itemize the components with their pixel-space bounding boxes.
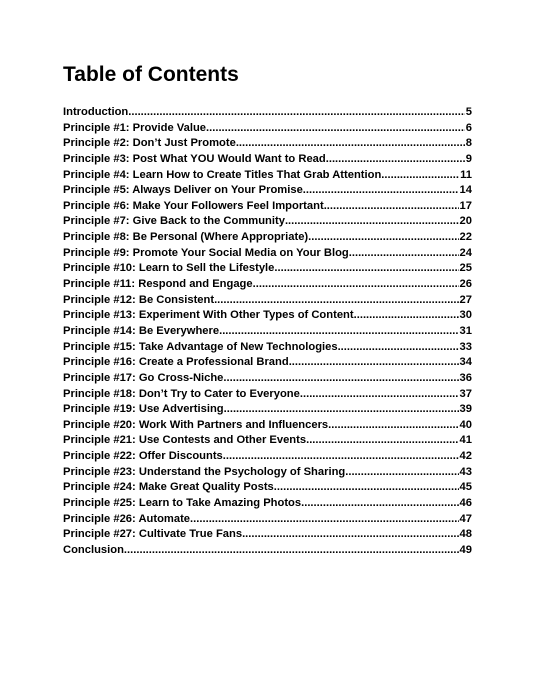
- toc-entry-label: Principle #10: Learn to Sell the Lifestyle: [63, 262, 275, 275]
- toc-entry-label: Principle #4: Learn How to Create Titles That Grab Attention: [63, 168, 382, 181]
- toc-entry-page-number: 11: [460, 168, 472, 181]
- toc-entry-page-number: 22: [459, 231, 472, 244]
- toc-entry[interactable]: [63, 152, 472, 168]
- toc-entry[interactable]: [63, 168, 472, 184]
- toc-entry[interactable]: [63, 277, 472, 293]
- toc-entry-page-number: 40: [459, 418, 472, 431]
- toc-entry[interactable]: [63, 121, 472, 137]
- toc-entry-page-number: 46: [459, 497, 472, 510]
- toc-dot-leader: [223, 371, 458, 387]
- toc-entry-page-number: 8: [465, 137, 472, 150]
- toc-entry[interactable]: [63, 214, 472, 230]
- toc-dot-leader: [224, 402, 459, 418]
- toc-dot-leader: [349, 246, 459, 262]
- toc-entry[interactable]: [63, 449, 472, 465]
- toc-entry-label: Principle #3: Post What YOU Would Want to Read: [63, 152, 326, 165]
- toc-entry-page-number: 9: [465, 152, 472, 165]
- toc-entry[interactable]: [63, 340, 472, 356]
- toc-dot-leader: [338, 340, 459, 356]
- toc-entry-page-number: 24: [459, 246, 472, 259]
- toc-dot-leader: [328, 418, 458, 434]
- toc-entry-label: Principle #27: Cultivate True Fans: [63, 528, 243, 541]
- toc-dot-leader: [274, 480, 459, 496]
- toc-entry-page-number: 42: [459, 450, 472, 463]
- toc-entry-label: Principle #22: Offer Discounts: [63, 450, 223, 463]
- toc-entry-label: Principle #9: Promote Your Social Media on Your Blog: [63, 246, 349, 259]
- toc-entry[interactable]: [63, 246, 472, 262]
- toc-entry[interactable]: [63, 496, 472, 512]
- toc-entry[interactable]: [63, 199, 472, 215]
- toc-entry[interactable]: [63, 465, 472, 481]
- toc-dot-leader: [303, 183, 459, 199]
- toc-entry[interactable]: [63, 136, 472, 152]
- toc-dot-leader: [326, 152, 465, 168]
- toc-entry-page-number: 6: [465, 121, 472, 134]
- toc-entry-page-number: 25: [459, 262, 472, 275]
- toc-entry-label: Principle #5: Always Deliver on Your Promise: [63, 184, 303, 197]
- toc-dot-leader: [214, 293, 458, 309]
- toc-entry-page-number: 5: [465, 106, 472, 118]
- toc-entry-page-number: 48: [459, 528, 472, 541]
- toc-entry-label: Principle #24: Make Great Quality Posts: [63, 481, 274, 494]
- toc-entry-label: Principle #25: Learn to Take Amazing Photos: [63, 497, 302, 510]
- toc-dot-leader: [124, 543, 459, 559]
- toc-entry-label: Principle #14: Be Everywhere: [63, 324, 220, 337]
- toc-entry-label: Principle #18: Don’t Try to Cater to Everyone: [63, 387, 300, 400]
- toc-entry[interactable]: [63, 105, 472, 121]
- toc-entry-label: Principle #20: Work With Partners and Influencers: [63, 418, 329, 431]
- toc-dot-leader: [300, 387, 459, 403]
- toc-entry-page-number: 36: [459, 371, 472, 384]
- page-title: Table of Contents: [63, 63, 239, 86]
- toc-entry-page-number: 37: [459, 387, 472, 400]
- toc-dot-leader: [206, 121, 465, 137]
- toc-dot-leader: [289, 355, 459, 371]
- toc-dot-leader: [285, 214, 459, 230]
- toc-dot-leader: [253, 277, 459, 293]
- toc-entry-label: Principle #26: Automate: [63, 512, 191, 525]
- toc-entry[interactable]: [63, 512, 472, 528]
- toc-dot-leader: [242, 527, 458, 543]
- toc-entry-label: Principle #1: Provide Value: [63, 121, 207, 134]
- toc-dot-leader: [324, 199, 459, 215]
- toc-entry-page-number: 14: [459, 184, 472, 197]
- toc-entry[interactable]: [63, 387, 472, 403]
- toc-entry-page-number: 31: [459, 324, 472, 337]
- toc-entry-page-number: 30: [459, 309, 472, 322]
- toc-dot-leader: [354, 308, 459, 324]
- toc-entry[interactable]: [63, 308, 472, 324]
- toc-entry[interactable]: [63, 293, 472, 309]
- toc-dot-leader: [219, 324, 458, 340]
- toc-entry[interactable]: [63, 324, 472, 340]
- toc-entry-label: Principle #17: Go Cross-Niche: [63, 371, 224, 384]
- toc-entry-label: Principle #15: Take Advantage of New Technologies: [63, 340, 338, 353]
- toc-entry[interactable]: [63, 543, 472, 559]
- toc-entry-label: Principle #19: Use Advertising: [63, 403, 224, 416]
- toc-entry[interactable]: [63, 527, 472, 543]
- toc-entry-page-number: 33: [459, 340, 472, 353]
- toc-entry-label: Principle #2: Don’t Just Promote: [63, 137, 236, 150]
- toc-dot-leader: [381, 168, 459, 184]
- toc-entry-page-number: 49: [459, 543, 472, 556]
- toc-entry-page-number: 17: [459, 199, 472, 212]
- toc-entry[interactable]: [63, 230, 472, 246]
- toc-entry-page-number: 45: [459, 481, 472, 494]
- toc-entry[interactable]: [63, 355, 472, 371]
- toc-entry-label: Principle #16: Create a Professional Brand: [63, 356, 289, 369]
- toc-entry-label: Principle #6: Make Your Followers Feel Important: [63, 199, 324, 212]
- toc-entry-label: Principle #11: Respond and Engage: [63, 278, 253, 291]
- toc-entry-label: Principle #21: Use Contests and Other Events: [63, 434, 307, 447]
- toc-entry[interactable]: [63, 371, 472, 387]
- toc-dot-leader: [308, 230, 458, 246]
- toc-entry[interactable]: [63, 183, 472, 199]
- toc-entry-page-number: 43: [459, 465, 472, 478]
- toc-entry-page-number: 41: [459, 434, 472, 447]
- toc-entry[interactable]: [63, 402, 472, 418]
- toc-dot-leader: [190, 512, 459, 528]
- toc-entry-page-number: 26: [459, 278, 472, 291]
- toc-entry-page-number: 20: [459, 215, 472, 228]
- toc-list: [63, 105, 472, 559]
- toc-dot-leader: [301, 496, 458, 512]
- toc-entry-label: Principle #7: Give Back to the Community: [63, 215, 285, 228]
- toc-entry-label: Introduction: [63, 106, 129, 118]
- toc-dot-leader: [345, 465, 458, 481]
- toc-dot-leader: [223, 449, 459, 465]
- toc-dot-leader: [128, 105, 465, 121]
- toc-entry-label: Principle #23: Understand the Psychology of Sharing: [63, 465, 346, 478]
- toc-entry-label: Principle #8: Be Personal (Where Appropriate): [63, 231, 309, 244]
- toc-entry-label: Principle #13: Experiment With Other Types of Content: [63, 309, 354, 322]
- toc-entry-page-number: 47: [459, 512, 472, 525]
- toc-dot-leader: [236, 136, 465, 152]
- toc-entry[interactable]: [63, 433, 472, 449]
- toc-dot-leader: [306, 433, 458, 449]
- toc-entry-label: Principle #12: Be Consistent: [63, 293, 215, 306]
- toc-entry[interactable]: [63, 418, 472, 434]
- toc-entry-label: Conclusion: [63, 543, 124, 556]
- toc-entry-page-number: 27: [459, 293, 472, 306]
- toc-entry-page-number: 34: [459, 356, 472, 369]
- toc-entry[interactable]: [63, 261, 472, 277]
- toc-entry[interactable]: [63, 480, 472, 496]
- toc-entry-page-number: 39: [459, 403, 472, 416]
- toc-dot-leader: [274, 261, 458, 277]
